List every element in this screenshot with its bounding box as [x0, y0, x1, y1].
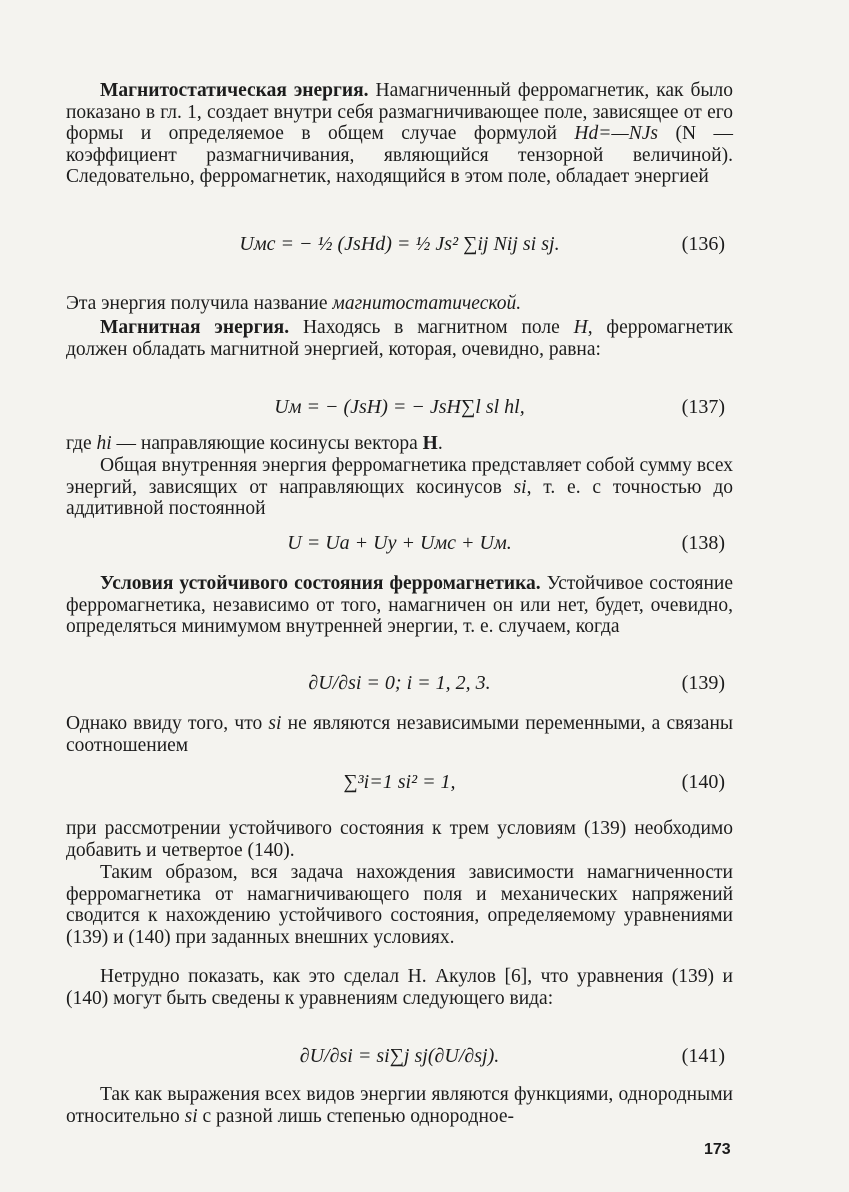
equation-formula: Uм = − (JsH) = − JsH∑l sl hl, [274, 396, 525, 418]
paragraph-total-energy [66, 455, 733, 520]
equation-number: (139) [681, 672, 725, 694]
paragraph-term [66, 293, 733, 315]
paragraph-text: — направляющие косинусы вектора [111, 433, 423, 454]
paragraph-magnetostatic-energy [66, 80, 733, 188]
paragraph-fourth-condition [66, 818, 733, 861]
inline-symbol: hi [96, 433, 112, 454]
term-italic: магнитостатической. [332, 293, 522, 314]
inline-symbol: H [573, 317, 588, 338]
heading-magnetostatic-energy: Магнитостатическая энергия. [100, 80, 369, 101]
inline-formula: Hd=—NJs [574, 123, 658, 144]
paragraph-homogeneous [66, 1084, 733, 1127]
equation-formula: ∂U/∂si = 0; i = 1, 2, 3. [308, 672, 491, 694]
paragraph-text: Так как выражения всех видов энергии являются функциями, однородными относительно [66, 1084, 733, 1127]
paragraph-text: Таким образом, вся задача нахождения зависимости намагниченности ферромагнетика от намагничивающего поля и механических напряжений сводится к нахождению устойчивого состояния, определяемому уравнениями (139) и (140) при заданных внешних условиях. [66, 862, 733, 948]
heading-stability: Условия устойчивого состояния ферромагнетика. [100, 573, 541, 594]
equation-140 [66, 771, 733, 811]
paragraph-cosines [66, 433, 733, 455]
paragraph-text: . [437, 433, 443, 454]
equation-141 [66, 1045, 733, 1085]
paragraph-text: , т. е. с точностью до аддитивной постоянной [66, 476, 733, 519]
equation-number: (137) [681, 396, 725, 418]
equation-formula: U = Uа + Uу + Uмс + Uм. [287, 532, 512, 554]
equation-139 [66, 672, 733, 712]
equation-number: (138) [681, 532, 725, 554]
paragraph-text: Находясь в магнитном поле [289, 317, 574, 338]
paragraph-text: Общая внутренняя энергия ферромагнетика представляет собой сумму всех энергий, зависящих от направляющих косинусов [66, 455, 733, 498]
equation-formula: ∑³i=1 si² = 1, [343, 771, 456, 793]
paragraph-text: Эта энергия получила название [66, 293, 333, 314]
paragraph-akulov [66, 966, 733, 1009]
equation-136 [66, 233, 733, 273]
paragraph-task [66, 862, 733, 948]
paragraph-stability [66, 573, 733, 638]
paragraph-text: не являются независимыми переменными, а связаны соотношением [66, 713, 733, 756]
equation-number: (140) [681, 771, 725, 793]
paragraph-text: Нетрудно показать, как это сделал Н. Акулов [6], что уравнения (139) и (140) могут быть сведены к уравнениям следующего вида: [66, 966, 733, 1009]
equation-formula: ∂U/∂si = si∑j sj(∂U/∂sj). [299, 1045, 500, 1067]
paragraph-text: Устойчивое состояние ферромагнетика, независимо от того, намагничен он или нет, будет, очевидно, определяться минимумом внутренней энергии, т. е. случаем, когда [66, 573, 733, 637]
paragraph-text: с разной лишь степенью однородное- [197, 1105, 515, 1127]
inline-symbol: si [513, 476, 527, 498]
equation-137 [66, 396, 733, 436]
vector-symbol: H [422, 433, 438, 454]
paragraph-text: , ферромагнетик должен обладать магнитной энергией, которая, очевидно, равна: [66, 317, 733, 360]
equation-number: (141) [681, 1045, 725, 1067]
inline-symbol: si [184, 1105, 198, 1127]
heading-magnetic-energy: Магнитная энергия. [100, 317, 290, 338]
paragraph-constraint [66, 713, 733, 756]
paragraph-magnetic-energy [66, 317, 733, 360]
equation-number: (136) [681, 233, 725, 255]
paragraph-text: где [66, 433, 97, 454]
inline-symbol: si [268, 713, 282, 734]
equation-138 [66, 532, 733, 572]
page-number: 173 [704, 1141, 731, 1158]
paragraph-text: (N — коэффициент размагничивания, являющийся тензорной величиной). Следовательно, ферромагнетик, находящийся в этом поле, обладает энергией [66, 123, 733, 187]
equation-formula: Uмс = − ½ (JsHd) = ½ Js² ∑ij Nij si sj. [239, 233, 560, 255]
paragraph-text: при рассмотрении устойчивого состояния к трем условиям (139) необходимо добавить и четвертое (140). [66, 818, 733, 861]
paragraph-text: Намагниченный ферромагнетик, как было показано в гл. 1, создает внутри себя размагничивающее поле, зависящее от его формы и определяемое в общем случае формулой [66, 80, 734, 144]
paragraph-text: Однако ввиду того, что [66, 713, 269, 734]
